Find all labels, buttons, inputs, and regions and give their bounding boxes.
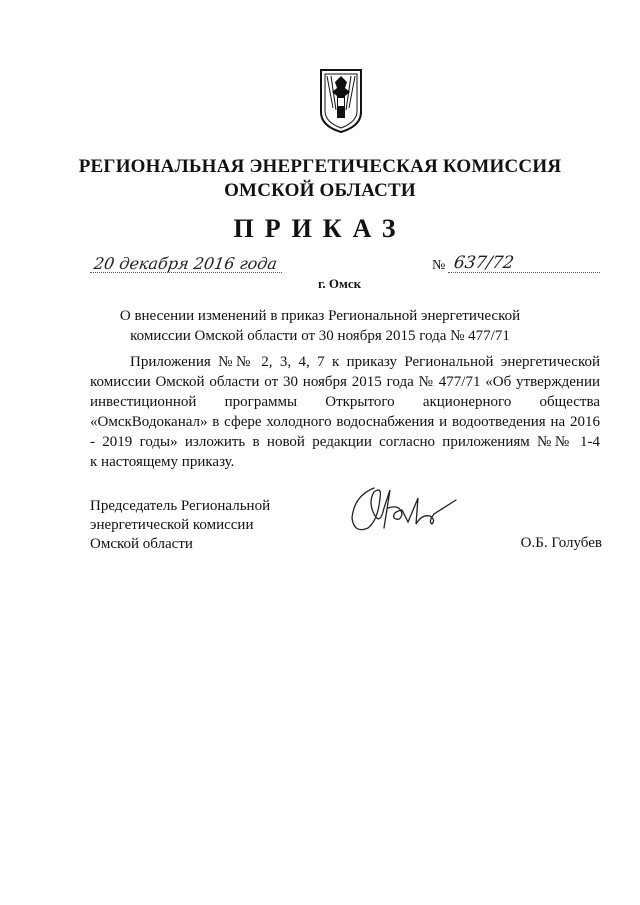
- document-date-handwritten: 20 декабря 2016 года: [92, 254, 279, 273]
- body-line: «ОмскВодоканал» в сфере холодного водоснабжения и водоотведения на 2016: [90, 414, 600, 430]
- subject-line1: О внесении изменений в приказ Региональной энергетической: [119, 308, 521, 324]
- subject-line2: комиссии Омской области от 30 ноября 2015 года № 477/71: [130, 328, 510, 344]
- signatory-position: [90, 497, 270, 554]
- date-underline: [90, 272, 282, 273]
- body-line: Приложения №№ 2, 3, 4, 7 к приказу Региональной энергетической: [130, 354, 600, 370]
- signatory-position-line: энергетической комиссии: [90, 517, 254, 533]
- number-underline: [448, 272, 600, 273]
- body-paragraph: [90, 352, 600, 472]
- body-line: - 2019 годы» изложить в новой редакции согласно приложениям №№ 1-4: [90, 434, 600, 450]
- city-label: г. Омск: [318, 276, 362, 291]
- organization-name-line1: РЕГИОНАЛЬНАЯ ЭНЕРГЕТИЧЕСКАЯ КОМИССИЯ: [78, 156, 562, 177]
- handwritten-signature: [344, 478, 464, 538]
- signatory-position-line: Омской области: [90, 536, 193, 552]
- body-line: комиссии Омской области от 30 ноября 2015 года № 477/71 «Об утверждении: [90, 374, 600, 390]
- organization-name-line2: ОМСКОЙ ОБЛАСТИ: [224, 180, 416, 201]
- document-type-title: ПРИКАЗ: [233, 214, 407, 243]
- body-line: инвестиционной программы Открытого акционерного общества: [90, 394, 600, 410]
- signatory-position-line: Председатель Региональной: [90, 498, 271, 514]
- number-sign: №: [432, 258, 446, 273]
- body-line: к настоящему приказу.: [90, 454, 235, 470]
- document-number-handwritten: 637/72: [452, 253, 516, 273]
- signatory-name: О.Б. Голубев: [520, 535, 602, 551]
- omsk-coat-of-arms-emblem: [318, 68, 364, 134]
